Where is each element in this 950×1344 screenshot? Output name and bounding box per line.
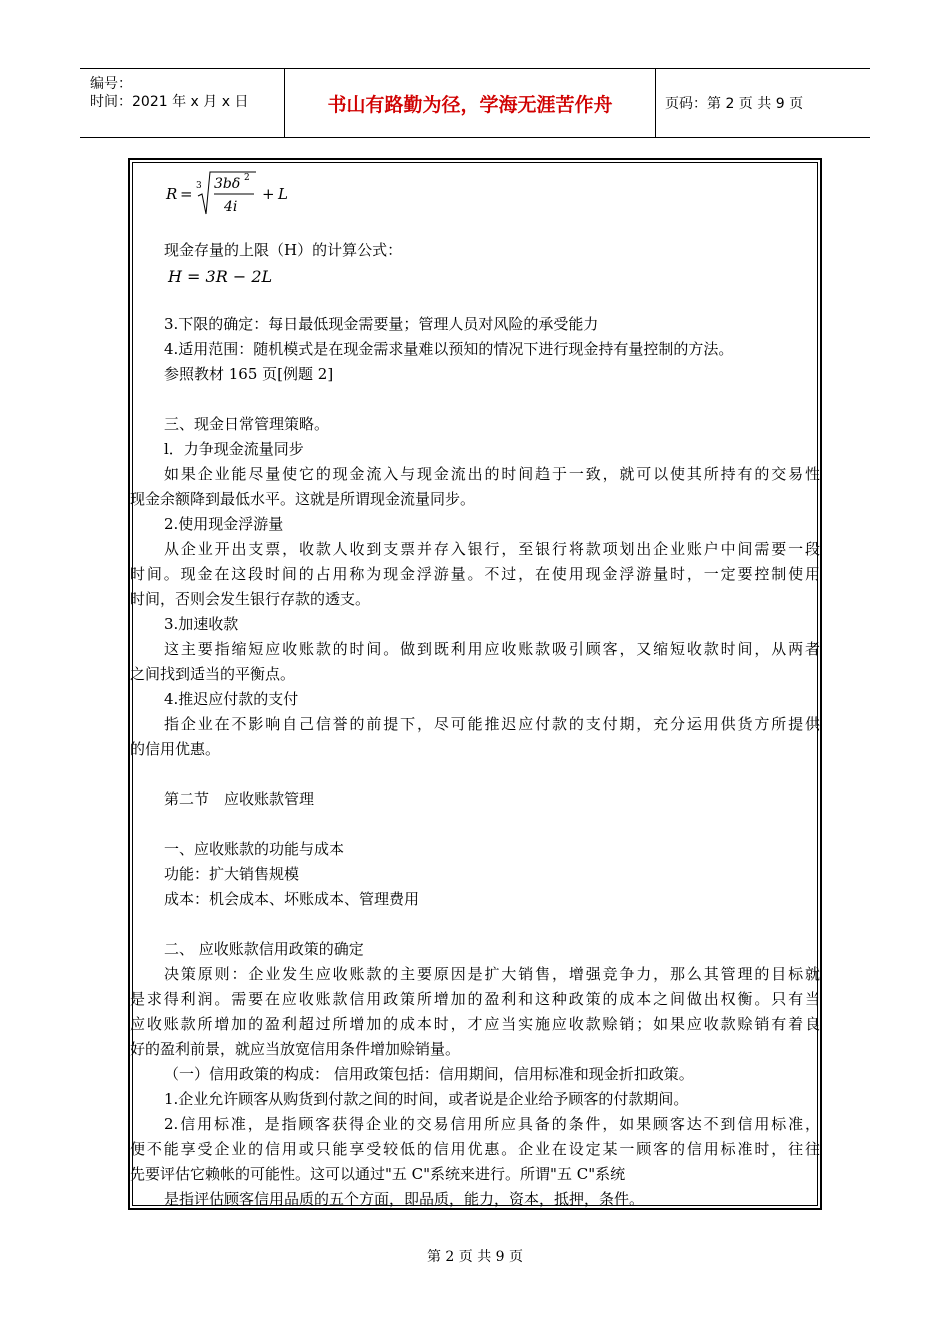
svg-text:+: + bbox=[262, 185, 275, 203]
text-line: 从企业开出支票，收款人收到支票并存入银行，至银行将款项划出企业账户中间需要一段 bbox=[164, 540, 820, 558]
svg-text:2: 2 bbox=[244, 173, 250, 183]
time-label: 时间：2021 年 x 月 x 日 bbox=[90, 94, 249, 110]
section-3-title: 三、现金日常管理策略。 bbox=[164, 415, 330, 433]
text-line: 时间，否则会发生银行存款的透支。 bbox=[130, 590, 371, 608]
text-line: 2.信用标准，是指顾客获得企业的交易信用所应具备的条件，如果顾客达不到信用标准， bbox=[164, 1115, 820, 1133]
strategy-2-text bbox=[130, 537, 820, 612]
strategy-1-text bbox=[130, 462, 820, 512]
svg-text:4i: 4i bbox=[224, 199, 238, 215]
page-footer: 第 2 页 共 9 页 bbox=[426, 1249, 524, 1265]
svg-text:L: L bbox=[278, 185, 288, 203]
item-4: 4.适用范围：随机模式是在现金需求量难以预知的情况下进行现金持有量控制的方法。 bbox=[164, 340, 734, 358]
svg-text:3bδ: 3bδ bbox=[214, 176, 241, 192]
item-3: 3.下限的确定：每日最低现金需要量；管理人员对风险的承受能力 bbox=[164, 315, 599, 333]
five-c-description: 是指评估顾客信用品质的五个方面，即品质，能力，资本，抵押，条件。 bbox=[164, 1190, 645, 1208]
svg-text:=: = bbox=[180, 185, 193, 203]
receivables-cost: 成本：机会成本、坏账成本、管理费用 bbox=[164, 890, 420, 908]
strategy-4-text bbox=[130, 712, 820, 762]
text-line: 之间找到适当的平衡点。 bbox=[130, 665, 296, 683]
credit-policy-composition: （一）信用政策的构成： 信用政策包括：信用期间，信用标准和现金折扣政策。 bbox=[164, 1065, 694, 1083]
decision-principle bbox=[130, 962, 820, 1062]
receivables-heading-1: 一、应收账款的功能与成本 bbox=[164, 840, 345, 858]
r-formula bbox=[164, 166, 304, 220]
credit-period: 1.企业允许顾客从购货到付款之间的时间，或者说是企业给予顾客的付款期间。 bbox=[164, 1090, 689, 1108]
section-2-heading: 第二节 应收账款管理 bbox=[164, 790, 315, 808]
text-line: 好的盈利前景，就应当放宽信用条件增加赊销量。 bbox=[130, 1040, 461, 1058]
text-line: 指企业在不影响自己信誉的前提下，尽可能推迟应付款的支付期，充分运用供货方所提供 bbox=[164, 715, 820, 733]
text-line: 应收账款所增加的盈利超过所增加的成本时，才应当实施应收款赊销；如果应收款赊销有着良 bbox=[130, 1015, 820, 1033]
page-header bbox=[80, 68, 870, 138]
receivables-function: 功能：扩大销售规模 bbox=[164, 865, 300, 883]
r-symbol: R bbox=[166, 185, 178, 203]
strategy-2-title: 2.使用现金浮游量 bbox=[164, 515, 284, 533]
header-meta bbox=[80, 69, 285, 137]
text-line: 的信用优惠。 bbox=[130, 740, 221, 758]
strategy-4-title: 4.推迟应付款的支付 bbox=[164, 690, 299, 708]
text-line: 如果企业能尽量使它的现金流入与现金流出的时间趋于一致，就可以使其所持有的交易性 bbox=[164, 465, 820, 483]
strategy-3-text bbox=[130, 637, 820, 687]
text-line: 便不能享受企业的信用或只能享受较低的信用优惠。企业在设定某一顾客的信用标准时，往往 bbox=[130, 1140, 820, 1158]
text-line: 是求得利润。需要在应收账款信用政策所增加的盈利和这种政策的成本之间做出权衡。只有当 bbox=[130, 990, 820, 1008]
text-line: 先要评估它赖帐的可能性。这可以通过"五 C"系统来进行。所谓"五 C"系统 bbox=[130, 1165, 626, 1183]
text-line: 时间。现金在这段时间的占用称为现金浮游量。不过，在使用现金浮游量时，一定要控制使用 bbox=[130, 565, 820, 583]
text-line: 这主要指缩短应收账款的时间。做到既利用应收账款吸引顾客，又缩短收款时间，从两者 bbox=[164, 640, 820, 658]
strategy-1-title: l．力争现金流量同步 bbox=[164, 440, 304, 458]
reference-note: 参照教材 165 页[例题 2] bbox=[164, 365, 334, 383]
h-formula: H = 3R − 2L bbox=[168, 267, 273, 286]
strategy-3-title: 3.加速收款 bbox=[164, 615, 239, 633]
credit-standard bbox=[130, 1112, 820, 1187]
header-page-info: 页码：第 2 页 共 9 页 bbox=[665, 96, 804, 112]
header-motto: 书山有路勤为径，学海无涯苦作舟 bbox=[285, 69, 656, 137]
h-intro: 现金存量的上限（H）的计算公式： bbox=[164, 241, 403, 259]
content-box bbox=[128, 158, 822, 1210]
text-line: 决策原则：企业发生应收账款的主要原因是扩大销售，增强竞争力，那么其管理的目标就 bbox=[164, 965, 820, 983]
receivables-heading-2: 二、 应收账款信用政策的确定 bbox=[164, 940, 364, 958]
svg-text:3: 3 bbox=[196, 181, 202, 191]
text-line: 现金余额降到最低水平。这就是所谓现金流量同步。 bbox=[130, 490, 476, 508]
number-label: 编号： bbox=[90, 76, 132, 92]
